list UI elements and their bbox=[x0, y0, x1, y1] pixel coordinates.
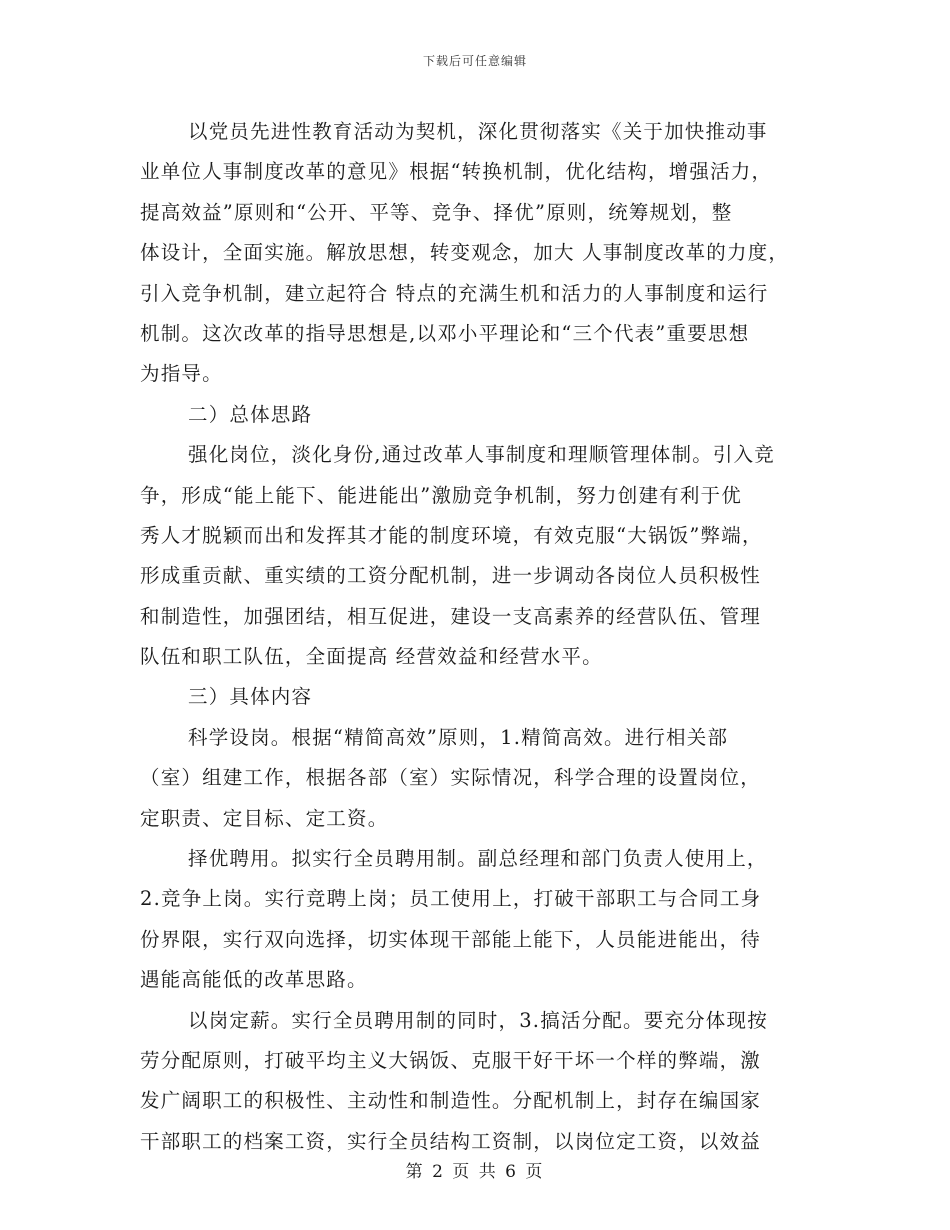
text-line: 二）总体思路 bbox=[188, 402, 313, 426]
text-line: 择优聘用。拟实行全员聘用制。副总经理和部门负责人使用上， bbox=[188, 847, 768, 871]
text-line: 队伍和职工队伍，全面提高 经营效益和经营水平。 bbox=[140, 645, 603, 669]
text-line: 争，形成“能上能下、能进能出”激励竞争机制，努力创建有利于优 bbox=[140, 483, 742, 507]
text-line: 发广阔职工的积极性、主动性和制造性。分配机制上，封存在编国家 bbox=[140, 1089, 762, 1113]
text-line: 体设计，全面实施。解放思想，转变观念，加大 人事制度改革的力度， bbox=[140, 241, 790, 265]
text-line: 干部职工的档案工资，实行全员结构工资制，以岗位定工资，以效益 bbox=[140, 1129, 762, 1153]
document-body bbox=[140, 112, 820, 1162]
text-line: （室）组建工作，根据各部（室）实际情况，科学合理的设置岗位， bbox=[140, 766, 762, 790]
text-line: 和制造性，加强团结，相互促进，建设一支高素养的经营队伍、管理 bbox=[140, 604, 762, 628]
text-line: 引入竞争机制，建立起符合 特点的充满生机和活力的人事制度和运行 bbox=[140, 281, 769, 305]
page-header: 下载后可任意编辑 bbox=[422, 54, 527, 68]
text-line: 2.竞争上岗。实行竞聘上岗；员工使用上，打破干部职工与合同工身 bbox=[140, 887, 762, 911]
text-line: 三）具体内容 bbox=[188, 685, 313, 709]
text-line: 以党员先进性教育活动为契机，深化贯彻落实《关于加快推动事 bbox=[188, 120, 768, 143]
text-line: 形成重贡献、重实绩的工资分配机制，进一步调动各岗位人员积极性 bbox=[140, 564, 762, 588]
text-line: 定职责、定目标、定工资。 bbox=[140, 806, 389, 830]
text-line: 为指导。 bbox=[140, 362, 223, 386]
page-footer: 第 2 页 共 6 页 bbox=[405, 1162, 545, 1182]
text-line: 提高效益”原则和“公开、平等、竞争、择优”原则，统筹规划，整 bbox=[140, 200, 733, 224]
text-line: 业单位人事制度改革的意见》根据“转换机制，优化结构，增强活力， bbox=[140, 160, 773, 184]
text-line: 机制。这次改革的指导思想是,以邓小平理论和“三个代表”重要思想 bbox=[140, 321, 750, 345]
text-line: 秀人才脱颖而出和发挥其才能的制度环境，有效克服“大锅饭”弊端， bbox=[140, 523, 763, 547]
text-line: 劳分配原则，打破平均主义大锅饭、克服干好干坏一个样的弊端，激 bbox=[140, 1048, 762, 1072]
text-line: 份界限，实行双向选择，切实体现干部能上能下，人员能进能出，待 bbox=[140, 927, 762, 951]
text-line: 科学设岗。根据“精简高效”原则，1.精简高效。进行相关部 bbox=[188, 725, 729, 749]
text-line: 强化岗位，淡化身份,通过改革人事制度和理顺管理体制。引入竞 bbox=[188, 443, 775, 467]
text-line: 以岗定薪。实行全员聘用制的同时，3.搞活分配。要充分体现按 bbox=[188, 1008, 768, 1032]
text-line: 遇能高能低的改革思路。 bbox=[140, 968, 368, 992]
